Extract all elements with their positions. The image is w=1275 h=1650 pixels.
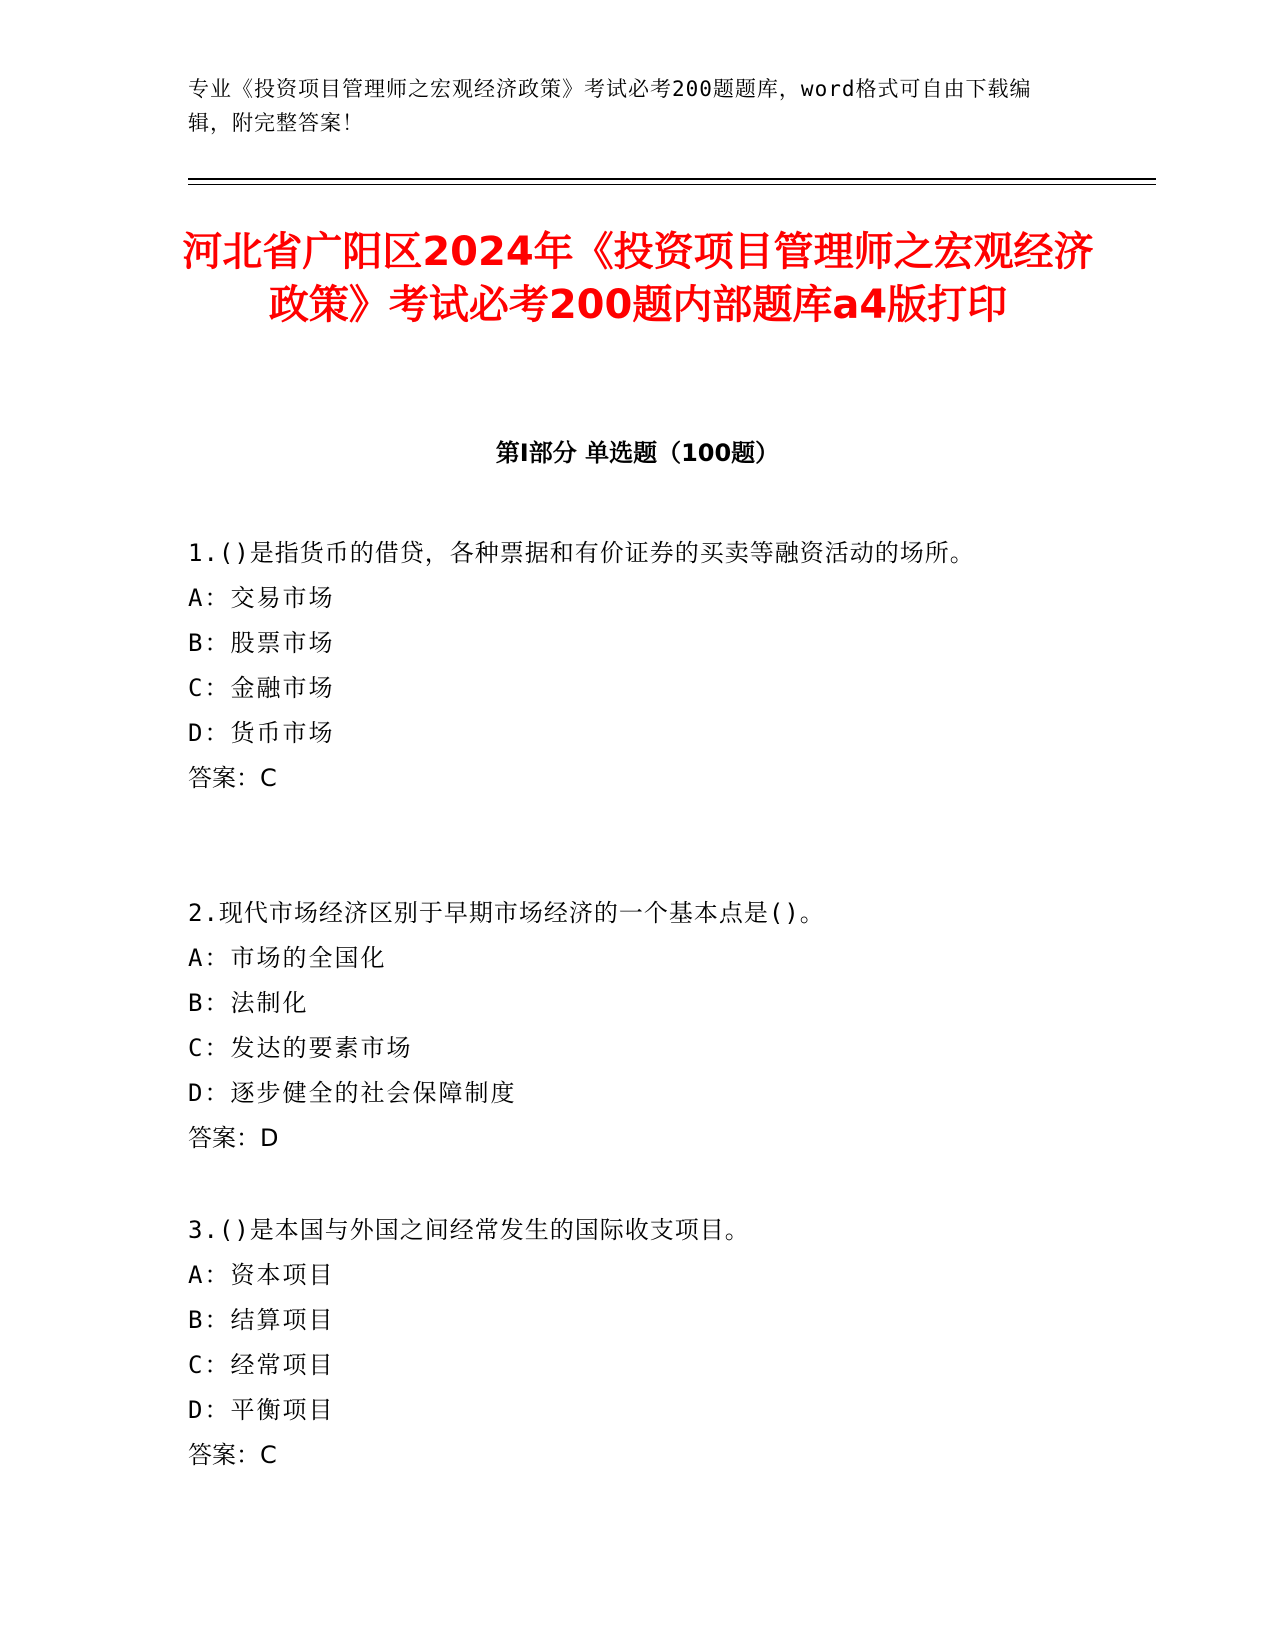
question-block [188, 890, 1068, 1161]
option-c: C：金融市场 [188, 674, 335, 702]
option-d: D：货币市场 [188, 719, 335, 747]
header-note: 专业《投资项目管理师之宏观经济政策》考试必考200题题库，word格式可自由下载编辑，附完整答案！ [188, 77, 1032, 135]
option-d: D：逐步健全的社会保障制度 [188, 1079, 517, 1107]
option-b: B：股票市场 [188, 629, 335, 657]
question-stem: 2.现代市场经济区别于早期市场经济的一个基本点是()。 [188, 899, 825, 927]
header-divider-thick [188, 178, 1156, 180]
question-block [188, 530, 1068, 801]
option-a: A：资本项目 [188, 1261, 335, 1289]
question-stem: 1.()是指货币的借贷，各种票据和有价证券的买卖等融资活动的场所。 [188, 539, 975, 567]
question-block [188, 1207, 1068, 1478]
option-a: A：交易市场 [188, 584, 335, 612]
option-a: A：市场的全国化 [188, 944, 387, 972]
answer-line: 答案：D [188, 1124, 279, 1152]
option-b: B：结算项目 [188, 1306, 335, 1334]
option-b: B：法制化 [188, 989, 309, 1017]
section-heading: 第Ⅰ部分 单选题（100题） [495, 439, 780, 467]
option-c: C：发达的要素市场 [188, 1034, 413, 1062]
header-divider-thin [188, 184, 1156, 185]
answer-line: 答案：C [188, 764, 277, 792]
document-title: 河北省广阳区2024年《投资项目管理师之宏观经济政策》考试必考200题内部题库a4版打印 [182, 229, 1094, 328]
question-stem: 3.()是本国与外国之间经常发生的国际收支项目。 [188, 1216, 750, 1244]
option-c: C：经常项目 [188, 1351, 335, 1379]
answer-line: 答案：C [188, 1441, 277, 1469]
option-d: D：平衡项目 [188, 1396, 335, 1424]
